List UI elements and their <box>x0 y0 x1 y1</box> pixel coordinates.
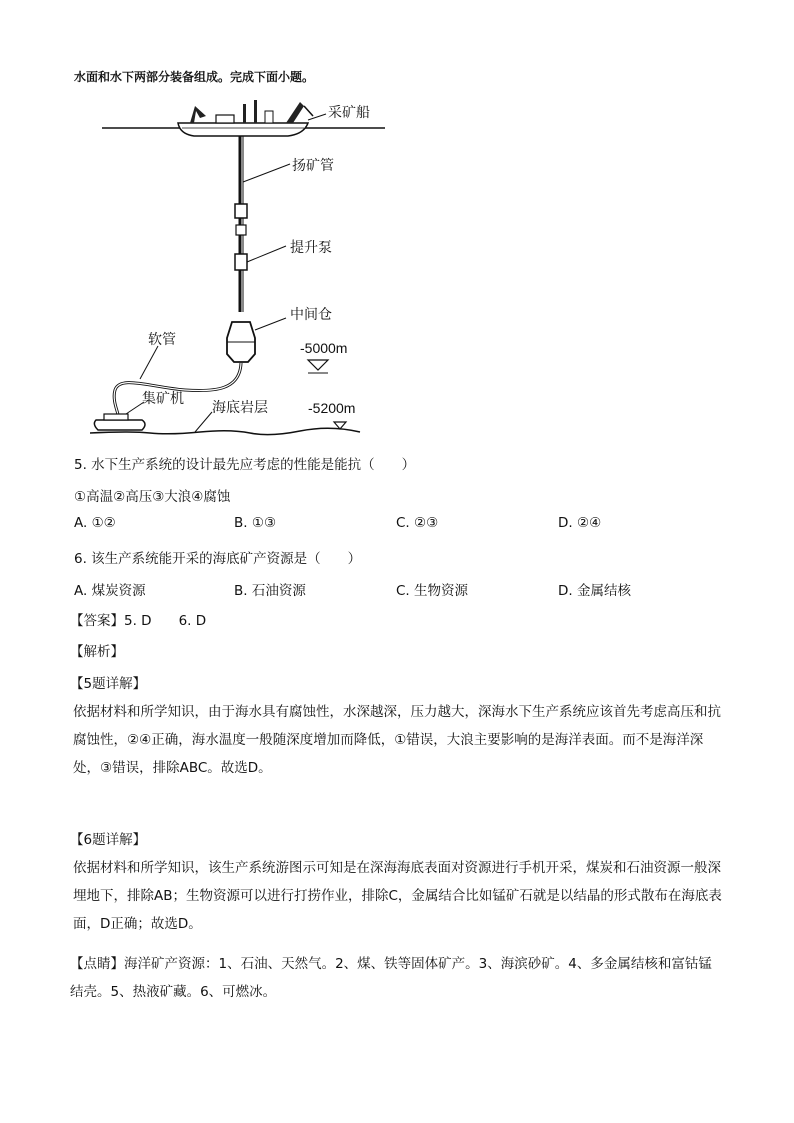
answer-text: 5. D 6. D <box>124 613 207 629</box>
ship-cabin <box>216 115 234 123</box>
q5-option-b[interactable]: B. ①③ <box>234 515 277 531</box>
ship-hull <box>178 123 308 136</box>
analysis-tag: 【解析】 <box>70 644 124 660</box>
depth-5000-marker <box>308 360 328 370</box>
q6-option-c[interactable]: C. 生物资源 <box>396 583 469 599</box>
seabed-rock-label: 海底岩层 <box>212 400 268 416</box>
q6-option-d[interactable]: D. 金属结核 <box>558 583 631 599</box>
riser-pipe-label: 扬矿管 <box>292 158 334 174</box>
mining-system-diagram <box>90 90 390 440</box>
ship-crane-right <box>286 102 304 123</box>
answer-line <box>70 609 206 629</box>
q5-stem: 5. 水下生产系统的设计最先应考虑的性能是能抗（ ） <box>74 457 416 473</box>
collector-label: 集矿机 <box>142 391 184 407</box>
answer-tag: 【答案】 <box>70 613 124 629</box>
q5-option-d[interactable]: D. ②④ <box>558 515 602 531</box>
q5-items: ①高温②高压③大浪④腐蚀 <box>74 489 231 505</box>
lift-pump-label: 提升泵 <box>290 240 332 256</box>
q5-option-c[interactable]: C. ②③ <box>396 515 439 531</box>
detail5-text: 依据材料和所学知识，由于海水具有腐蚀性，水深越深，压力越大，深海水下生产系统应该首先考虑高压和抗腐蚀性，②④正确，海水温度一般随深度增加而降低，①错误，大浪主要影响的是海洋表面。而不是海洋深处，③错误，排除ABC。故选D。 <box>73 704 721 776</box>
collector <box>94 420 145 430</box>
hose-label: 软管 <box>148 332 176 348</box>
q5-option-a[interactable]: A. ①② <box>74 515 116 531</box>
detail5-heading: 【5题详解】 <box>70 676 147 692</box>
detail6-text: 依据材料和所学知识，该生产系统游图示可知是在深海海底表面对资源进行手机开采，煤炭和石油资源一般深埋地下，排除AB；生物资源可以进行打捞作业，排除C，金属结合比如锰矿石就是以结晶的形式散布在海底表面，D正确；故选D。 <box>73 860 722 932</box>
tip-tag: 【点睛】 <box>70 956 124 972</box>
q6-option-a[interactable]: A. 煤炭资源 <box>74 583 146 599</box>
q6-stem: 6. 该生产系统能开采的海底矿产资源是（ ） <box>74 551 362 567</box>
buffer-bin-label: 中间仓 <box>290 307 332 323</box>
ship-label: 采矿船 <box>328 105 370 121</box>
intro-text: 水面和水下两部分装备组成。完成下面小题。 <box>74 70 315 84</box>
depth-5200-label: -5200m <box>308 400 356 416</box>
ship-crane-left <box>190 106 206 123</box>
pump-segment-upper <box>235 204 247 218</box>
tip-paragraph <box>70 950 724 1006</box>
tip-text: 海洋矿产资源：1、石油、天然气。2、煤、铁等固体矿产。3、海滨砂矿。4、多金属结核和富钴锰结壳。5、热液矿藏。6、可燃冰。 <box>70 956 712 1000</box>
q6-option-b[interactable]: B. 石油资源 <box>234 583 306 599</box>
detail6-heading: 【6题详解】 <box>70 832 147 848</box>
lift-pump <box>235 254 247 270</box>
depth-5000-label: -5000m <box>300 340 348 356</box>
